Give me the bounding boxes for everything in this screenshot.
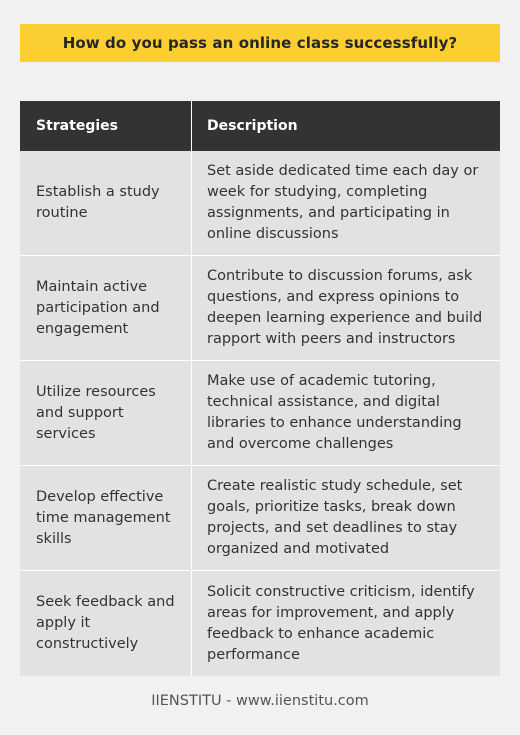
- strategy-description: Set aside dedicated time each day or week for studying, completing assignments, and participating in online discussions: [207, 163, 479, 242]
- strategy-label: Seek feedback and apply it constructively: [36, 594, 175, 652]
- description-cell: [192, 571, 500, 676]
- header-cell-strategies: [20, 101, 192, 151]
- strategy-label: Maintain active participation and engagement: [36, 278, 160, 337]
- header-strategies: Strategies: [36, 118, 118, 134]
- strategy-description: Create realistic study schedule, set goals, prioritize tasks, break down projects, and set deadlines to stay organized and motivated: [207, 478, 463, 557]
- description-cell: [192, 256, 500, 360]
- table-row: [20, 151, 500, 256]
- strategy-description: Make use of academic tutoring, technical assistance, and digital libraries to enhance understanding and overcome challenges: [207, 373, 462, 452]
- header-cell-description: [192, 101, 500, 151]
- strategy-description: Contribute to discussion forums, ask questions, and express opinions to deepen learning experience and build rapport with peers and instructors: [207, 268, 483, 347]
- table-row: [20, 361, 500, 466]
- description-cell: [192, 466, 500, 570]
- strategy-cell: [20, 466, 192, 570]
- strategy-cell: [20, 361, 192, 465]
- table-row: [20, 571, 500, 676]
- strategy-cell: [20, 151, 192, 255]
- strategy-cell: [20, 571, 192, 676]
- table-row: [20, 466, 500, 571]
- title-banner: [20, 24, 500, 62]
- strategies-table: [20, 101, 500, 676]
- header-description: Description: [207, 118, 298, 134]
- table-header-row: [20, 101, 500, 151]
- footer-credit: IIENSTITU - www.iienstitu.com: [151, 693, 369, 709]
- strategy-label: Utilize resources and support services: [36, 383, 156, 442]
- strategy-description: Solicit constructive criticism, identify areas for improvement, and apply feedback to enhance academic performance: [207, 583, 475, 663]
- table-row: [20, 256, 500, 361]
- description-cell: [192, 361, 500, 465]
- page-title: How do you pass an online class successfully?: [62, 34, 458, 52]
- description-cell: [192, 151, 500, 255]
- strategy-label: Develop effective time management skills: [36, 488, 171, 547]
- strategy-cell: [20, 256, 192, 360]
- strategy-label: Establish a study routine: [36, 184, 160, 221]
